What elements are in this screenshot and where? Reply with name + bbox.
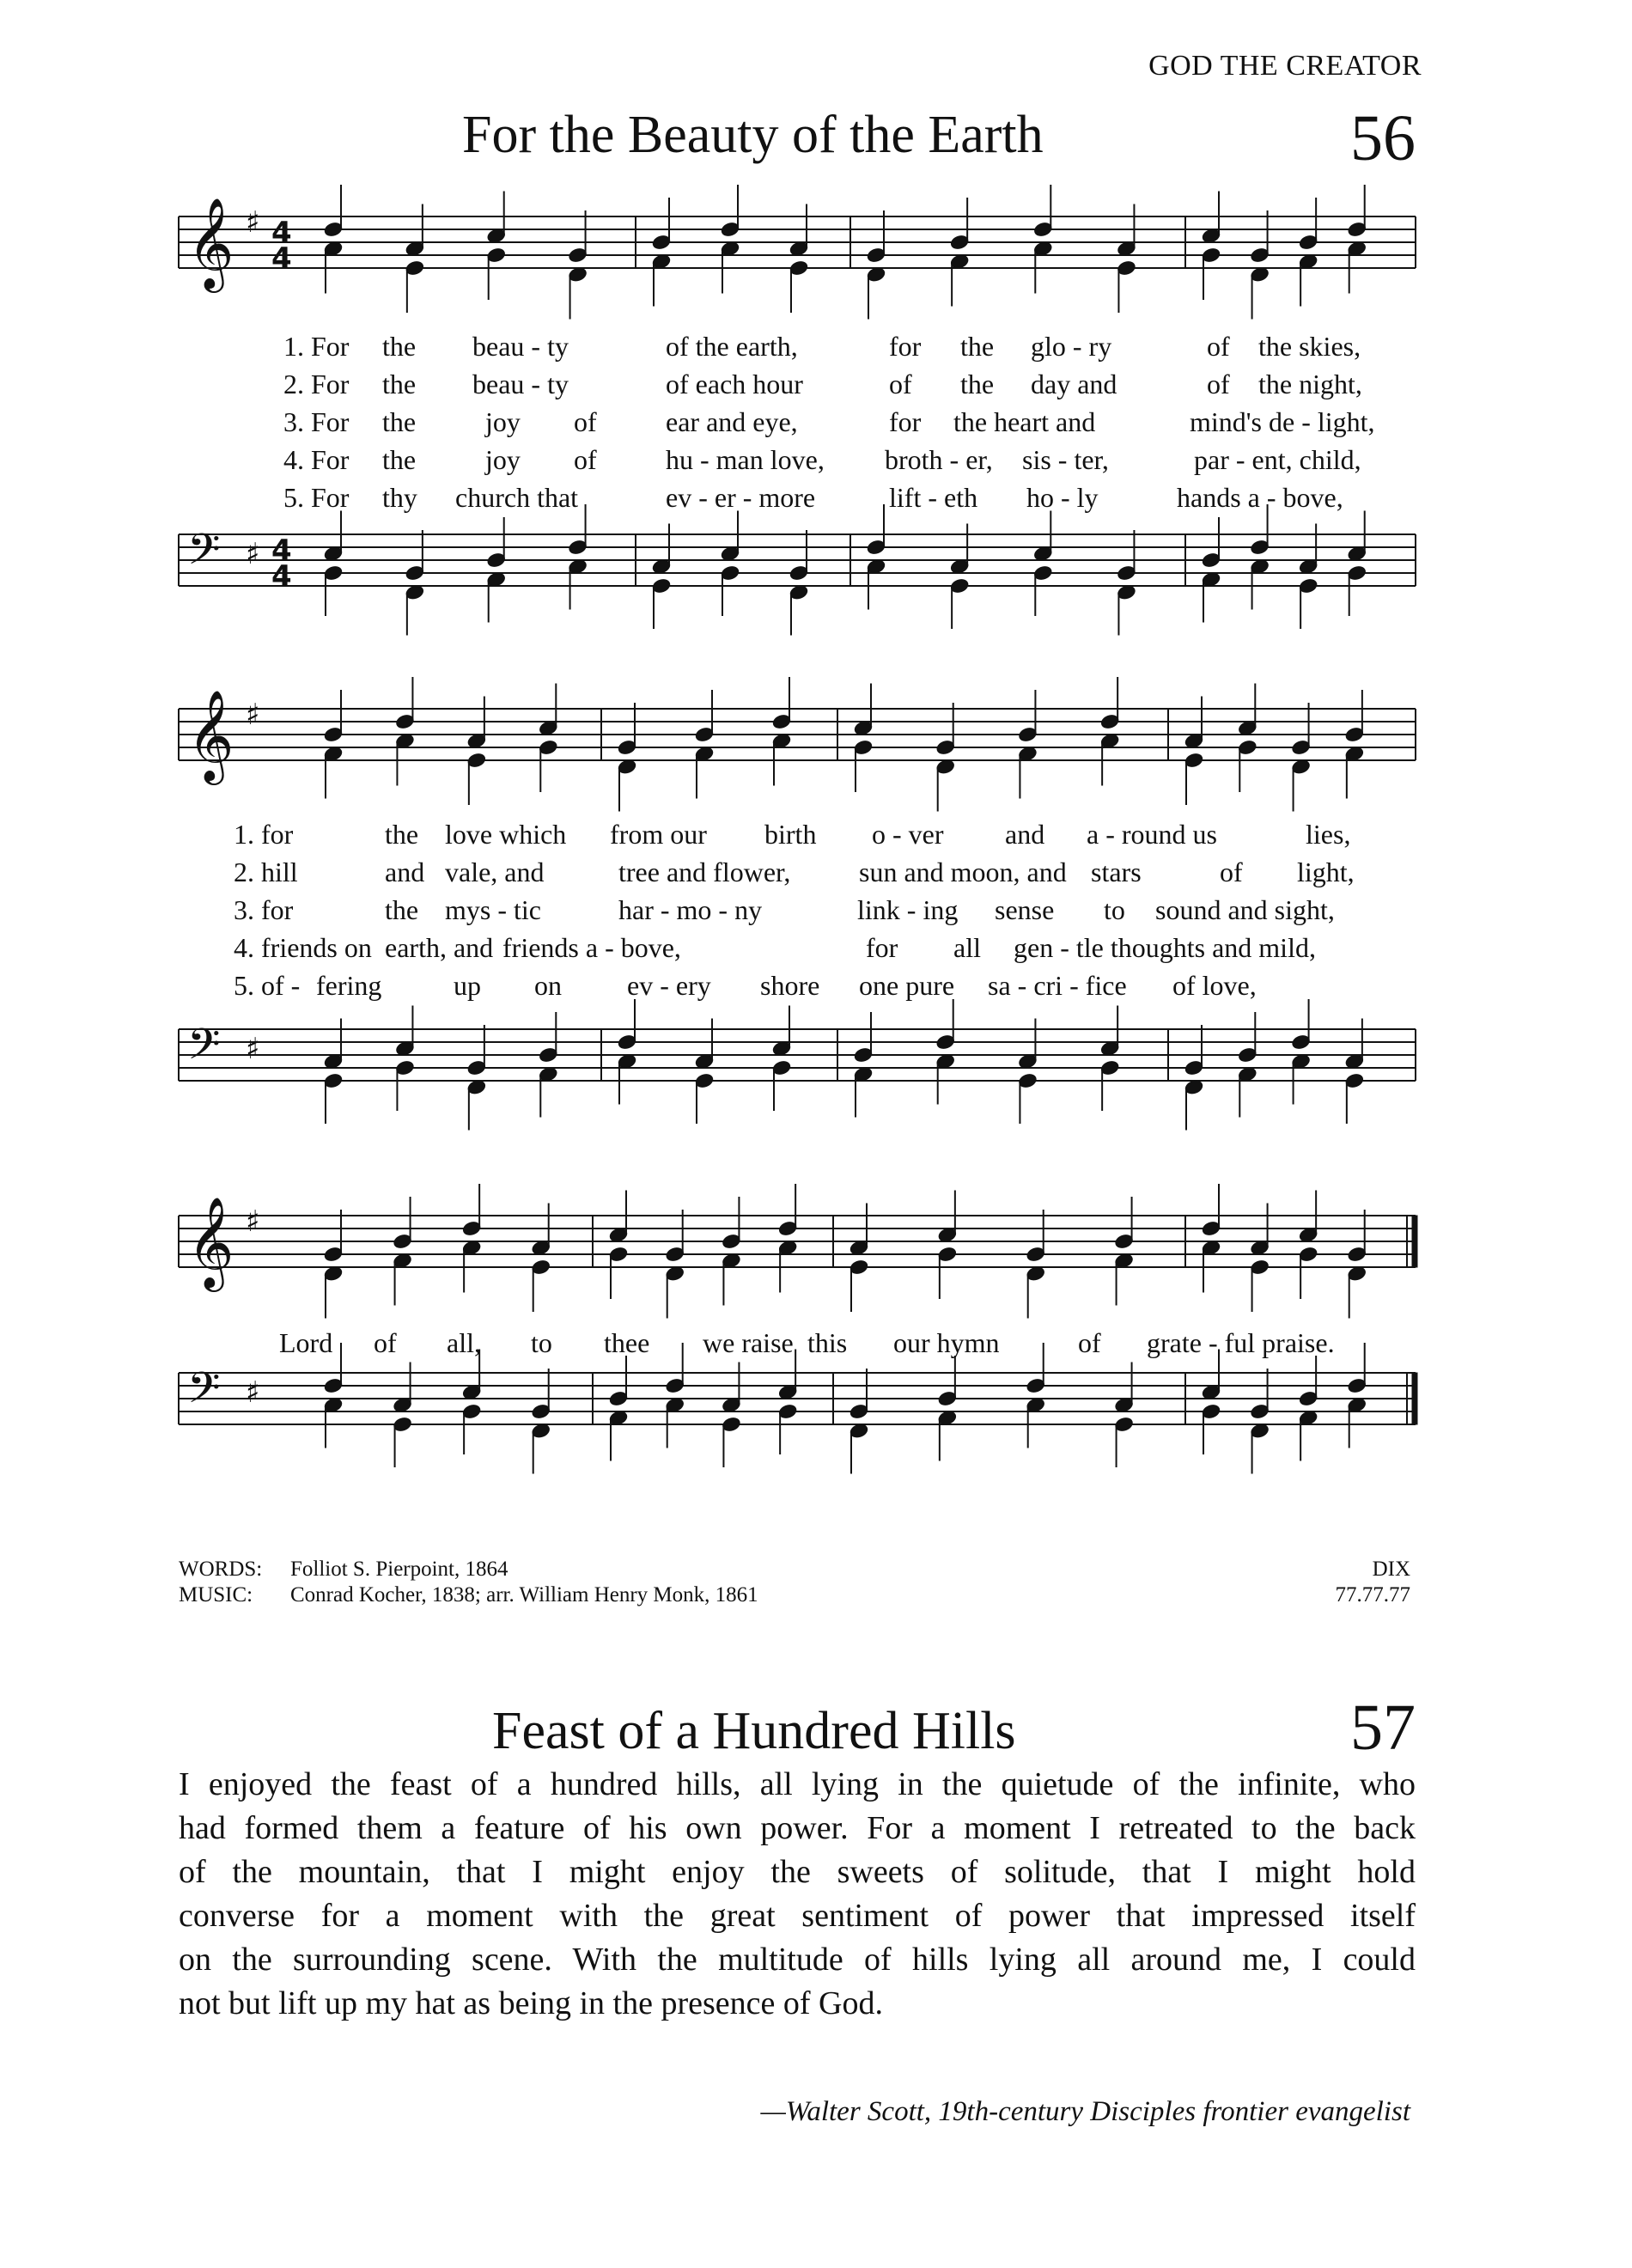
hymn-56-credits: [179, 1557, 758, 1608]
lyric-syllable: lies,: [1306, 819, 1351, 850]
lyric-syllable: hands a - bove,: [1177, 482, 1343, 513]
svg-text:𝄢: 𝄢: [187, 525, 221, 585]
lyric-syllable: par - ent, child,: [1194, 444, 1361, 475]
lyric-syllable: beau - ty: [472, 331, 569, 362]
lyric-syllable: link - ing: [857, 894, 959, 925]
lyric-syllable: sun and moon, and: [859, 857, 1067, 887]
lyric-syllable: the: [382, 406, 417, 437]
music-label: MUSIC:: [179, 1583, 253, 1606]
hymn-56-title: For the Beauty of the Earth: [462, 106, 1044, 164]
lyric-syllable: ev - er - more: [666, 482, 816, 513]
lyric-syllable: from our: [610, 819, 707, 850]
lyric-syllable: fering: [316, 970, 382, 1001]
lyric-syllable: 3. For: [283, 406, 350, 437]
svg-text:♯: ♯: [246, 537, 260, 571]
lyric-syllable: on: [534, 970, 562, 1001]
paragraph-line: converse for a moment with the great sentiment of power that impressed itself: [179, 1898, 1416, 1934]
lyric-syllable: ev - ery: [627, 970, 711, 1001]
lyric-syllable: of: [1207, 331, 1230, 362]
lyric-syllable: love which: [445, 819, 567, 850]
lyric-syllable: light,: [1297, 857, 1355, 887]
lyric-syllable: grate - ful praise.: [1147, 1327, 1335, 1358]
lyric-syllable: sense: [995, 894, 1055, 925]
lyric-syllable: the skies,: [1258, 331, 1361, 362]
lyric-syllable: glo - ry: [1031, 331, 1112, 362]
lyric-syllable: our hymn: [893, 1327, 1000, 1358]
lyric-syllable: beau - ty: [472, 369, 569, 399]
hymn-57-title: Feast of a Hundred Hills: [492, 1702, 1016, 1760]
lyric-syllable: the: [960, 331, 995, 362]
hymn-57-number: 57: [1350, 1692, 1416, 1764]
lyric-syllable: the: [385, 894, 419, 925]
svg-text:𝄞: 𝄞: [187, 1196, 234, 1288]
attribution: —Walter Scott, 19th-century Disciples frontier evangelist: [760, 2096, 1410, 2127]
lyric-syllable: joy: [485, 406, 521, 437]
lyric-syllable: ear and eye,: [666, 406, 798, 437]
lyric-syllable: the night,: [1258, 369, 1362, 399]
svg-text:♯: ♯: [246, 1032, 260, 1066]
paragraph-line: not but lift up my hat as being in the presence of God.: [179, 1985, 883, 2021]
lyric-syllable: all: [953, 932, 981, 963]
lyric-syllable: and: [385, 857, 425, 887]
lyric-syllable: sis - ter,: [1022, 444, 1109, 475]
lyric-syllable: gen - tle thoughts and mild,: [1014, 932, 1316, 963]
lyric-syllable: mys - tic: [445, 894, 541, 925]
tune-info: [1336, 1557, 1411, 1608]
lyric-syllable: 3. for: [234, 894, 294, 925]
lyric-syllable: thy: [382, 482, 417, 513]
tune-name: DIX: [1372, 1558, 1410, 1581]
lyric-syllable: o - ver: [872, 819, 944, 850]
lyric-syllable: 5. of -: [234, 970, 301, 1001]
lyric-syllable: mind's de - light,: [1190, 406, 1375, 437]
lyric-syllable: 5. For: [283, 482, 350, 513]
lyric-syllable: a - round us: [1087, 819, 1217, 850]
svg-text:♯: ♯: [246, 698, 260, 732]
lyric-syllable: sa - cri - fice: [988, 970, 1127, 1001]
lyric-syllable: of: [1220, 857, 1243, 887]
lyric-syllable: of: [1078, 1327, 1101, 1358]
lyric-syllable: of: [889, 369, 912, 399]
svg-text:𝄢: 𝄢: [187, 1020, 221, 1080]
svg-text:♯: ♯: [246, 1375, 260, 1410]
lyric-syllable: 4. For: [283, 444, 350, 475]
svg-text:♯: ♯: [246, 205, 260, 240]
lyric-syllable: tree and flower,: [618, 857, 791, 887]
paragraph-line: had formed them a feature of his own power. For a moment I retreated to the back: [179, 1810, 1416, 1846]
lyric-syllable: one pure: [859, 970, 955, 1001]
lyric-syllable: 1. For: [283, 331, 350, 362]
lyric-syllable: day and: [1031, 369, 1117, 399]
lyric-syllable: friends a - bove,: [502, 932, 681, 963]
lyric-syllable: stars: [1091, 857, 1142, 887]
lyric-syllable: for: [866, 932, 898, 963]
words-credit-row: [179, 1557, 758, 1582]
lyric-syllable: of: [574, 444, 597, 475]
lyric-syllable: to: [1104, 894, 1125, 925]
lyric-syllable: all,: [447, 1327, 481, 1358]
music-credit-row: [179, 1582, 758, 1608]
lyric-syllable: Lord: [279, 1327, 333, 1358]
lyric-syllable: joy: [485, 444, 521, 475]
hymn-57-paragraph: [179, 1763, 1416, 2026]
hymn-56-number: 56: [1350, 102, 1416, 174]
lyric-syllable: the: [382, 444, 417, 475]
lyric-syllable: church that: [455, 482, 579, 513]
lyric-syllable: the: [960, 369, 995, 399]
lyric-syllable: of: [574, 406, 597, 437]
svg-text:𝄢: 𝄢: [187, 1363, 221, 1424]
lyric-syllable: hu - man love,: [666, 444, 825, 475]
lyric-syllable: for: [889, 331, 922, 362]
lyric-syllable: ho - ly: [1026, 482, 1099, 513]
lyric-syllable: shore: [760, 970, 820, 1001]
lyric-syllable: we raise: [703, 1327, 794, 1358]
lyric-syllable: of: [374, 1327, 397, 1358]
lyric-syllable: sound and sight,: [1155, 894, 1335, 925]
svg-text:𝄞: 𝄞: [187, 197, 234, 289]
lyric-syllable: har - mo - ny: [618, 894, 763, 925]
svg-text:4: 4: [271, 241, 292, 276]
svg-text:4: 4: [271, 216, 292, 250]
lyric-syllable: the heart and: [953, 406, 1096, 437]
paragraph-line: I enjoyed the feast of a hundred hills, all lying in the quietude of the infinite, who: [179, 1766, 1416, 1802]
lyric-syllable: 4. friends on: [234, 932, 372, 963]
lyric-syllable: earth, and: [385, 932, 494, 963]
lyric-syllable: 2. For: [283, 369, 350, 399]
section-label: GOD THE CREATOR: [1148, 50, 1422, 82]
lyric-syllable: of: [1207, 369, 1230, 399]
lyric-syllable: to: [531, 1327, 552, 1358]
lyric-syllable: of each hour: [666, 369, 803, 399]
lyric-syllable: of the earth,: [666, 331, 798, 362]
lyric-syllable: the: [382, 369, 417, 399]
words-credit: Folliot S. Pierpoint, 1864: [290, 1558, 508, 1581]
lyric-syllable: lift - eth: [889, 482, 978, 513]
lyric-syllable: 1. for: [234, 819, 294, 850]
lyric-syllable: this: [807, 1327, 848, 1358]
lyric-syllable: broth - er,: [885, 444, 993, 475]
lyric-syllable: the: [382, 331, 417, 362]
svg-text:4: 4: [271, 533, 292, 568]
paragraph-line: on the surrounding scene. With the multitude of hills lying all around me, I could: [179, 1942, 1416, 1978]
lyric-syllable: of love,: [1172, 970, 1257, 1001]
svg-text:♯: ♯: [246, 1204, 260, 1239]
lyric-syllable: the: [385, 819, 419, 850]
lyric-syllable: 2. hill: [234, 857, 298, 887]
lyric-syllable: and: [1005, 819, 1045, 850]
svg-text:4: 4: [271, 559, 292, 594]
svg-text:𝄞: 𝄞: [187, 689, 234, 781]
lyric-syllable: up: [454, 970, 481, 1001]
lyric-syllable: for: [889, 406, 922, 437]
paragraph-line: of the mountain, that I might enjoy the sweets of solitude, that I might hold: [179, 1854, 1416, 1890]
lyric-syllable: vale, and: [445, 857, 545, 887]
lyric-syllable: birth: [764, 819, 817, 850]
lyric-syllable: thee: [604, 1327, 650, 1358]
music-credit: Conrad Kocher, 1838; arr. William Henry Monk, 1861: [290, 1583, 758, 1606]
tune-meter: 77.77.77: [1335, 1583, 1410, 1606]
words-label: WORDS:: [179, 1558, 263, 1581]
